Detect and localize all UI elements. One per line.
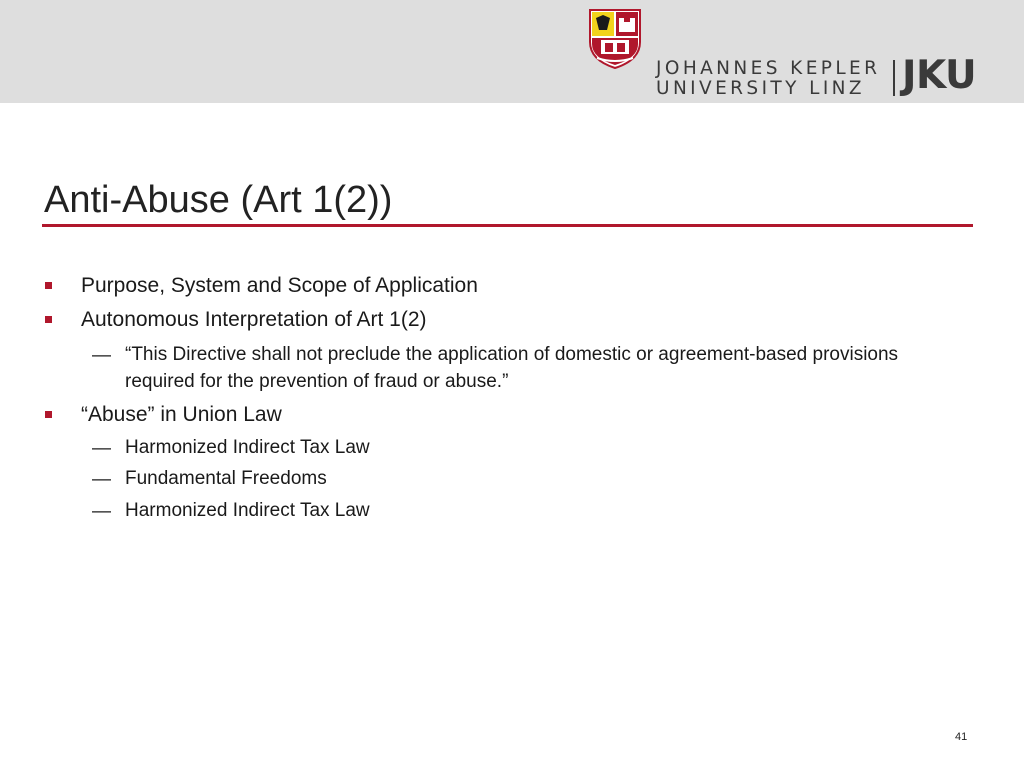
- sub-bullet-item: Fundamental Freedoms: [125, 468, 327, 489]
- sub-bullet-dash: —: [92, 345, 111, 366]
- logo-line-2: UNIVERSITY LINZ: [656, 78, 865, 99]
- sub-bullet-dash: —: [92, 438, 111, 459]
- sub-bullet-item: “This Directive shall not preclude the application of domestic or agreement-based provisions required for the prevention of fraud or abuse.”: [125, 344, 899, 392]
- bullet-marker: [45, 282, 52, 289]
- slide-title: Anti-Abuse (Art 1(2)): [44, 179, 393, 221]
- bullet-item: Autonomous Interpretation of Art 1(2): [81, 308, 427, 331]
- sub-bullet-dash: —: [92, 469, 111, 490]
- bullet-item: Purpose, System and Scope of Application: [81, 274, 478, 297]
- bullet-item: “Abuse” in Union Law: [81, 403, 282, 426]
- page-number: 41: [955, 731, 968, 743]
- sub-bullet-item: Harmonized Indirect Tax Law: [125, 437, 370, 458]
- sub-bullet-item: Harmonized Indirect Tax Law: [125, 500, 370, 521]
- bullet-marker: [45, 316, 52, 323]
- logo-abbreviation: JKU: [902, 53, 977, 98]
- bullet-marker: [45, 411, 52, 418]
- logo-line-1: JOHANNES KEPLER: [656, 58, 881, 79]
- sub-bullet-dash: —: [92, 501, 111, 522]
